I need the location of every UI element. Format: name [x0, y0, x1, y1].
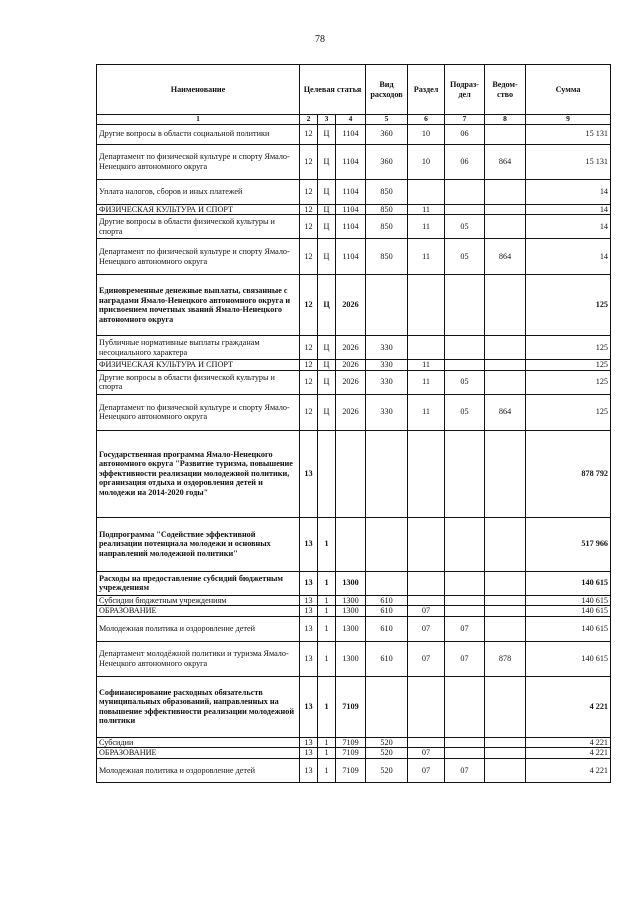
header-subsection: Подраз-дел: [445, 65, 485, 115]
row-target-subprogram: 1: [318, 571, 336, 595]
table-row: [97, 394, 611, 430]
table-row: [97, 676, 611, 737]
row-name: Софинансирование расходных обязательств муниципальных образований, направленных на повышение эффективности реализации молодежной политики: [97, 676, 300, 737]
row-sum: 140 615: [526, 571, 611, 595]
row-target-program: 13: [300, 748, 318, 759]
row-department: [485, 676, 526, 737]
row-expense-type: 610: [366, 616, 408, 641]
table-row: [97, 370, 611, 394]
row-target-subprogram: Ц: [318, 360, 336, 371]
table-row: [97, 360, 611, 371]
row-expense-type: 850: [366, 239, 408, 275]
column-number: 7: [445, 115, 485, 125]
table-row: [97, 606, 611, 617]
table-row: [97, 571, 611, 595]
row-expense-type: [366, 430, 408, 517]
row-subsection: [445, 748, 485, 759]
row-section: 11: [408, 394, 445, 430]
row-target-code: [336, 517, 366, 571]
row-target-code: 1300: [336, 616, 366, 641]
row-department: 864: [485, 394, 526, 430]
budget-table: [96, 64, 611, 783]
row-department: [485, 758, 526, 782]
row-subsection: [445, 517, 485, 571]
row-section: 07: [408, 606, 445, 617]
row-expense-type: 330: [366, 360, 408, 371]
row-section: [408, 336, 445, 360]
row-target-subprogram: 1: [318, 595, 336, 606]
table-row: [97, 336, 611, 360]
row-expense-type: 610: [366, 641, 408, 676]
row-target-program: 13: [300, 430, 318, 517]
table-row: [97, 595, 611, 606]
column-number: 9: [526, 115, 611, 125]
row-target-subprogram: [318, 430, 336, 517]
row-target-subprogram: Ц: [318, 275, 336, 336]
row-target-code: 1104: [336, 239, 366, 275]
row-name: Подпрограмма "Содействие эффективной реализации потенциала молодежи и основных направлений молодежной политики": [97, 517, 300, 571]
row-expense-type: 850: [366, 215, 408, 239]
column-number-row: [97, 115, 611, 125]
header-type: Вид расходов: [366, 65, 408, 115]
row-expense-type: 610: [366, 595, 408, 606]
row-name: Другие вопросы в области физической культуры и спорта: [97, 370, 300, 394]
row-section: 10: [408, 144, 445, 179]
table-row: [97, 737, 611, 748]
row-target-subprogram: Ц: [318, 394, 336, 430]
row-section: 11: [408, 204, 445, 215]
row-sum: 125: [526, 360, 611, 371]
row-expense-type: [366, 571, 408, 595]
row-subsection: [445, 606, 485, 617]
row-target-program: 13: [300, 641, 318, 676]
row-expense-type: 610: [366, 606, 408, 617]
row-sum: 14: [526, 239, 611, 275]
row-target-subprogram: 1: [318, 676, 336, 737]
row-section: 07: [408, 748, 445, 759]
table-row: [97, 275, 611, 336]
row-subsection: [445, 275, 485, 336]
row-sum: 140 615: [526, 616, 611, 641]
row-sum: 4 221: [526, 737, 611, 748]
row-name: Другие вопросы в области физической культуры и спорта: [97, 215, 300, 239]
row-subsection: [445, 336, 485, 360]
row-subsection: [445, 360, 485, 371]
row-target-code: 1300: [336, 571, 366, 595]
row-target-program: 12: [300, 215, 318, 239]
header-row: [97, 65, 611, 115]
row-name: Молодежная политика и оздоровление детей: [97, 758, 300, 782]
row-subsection: [445, 204, 485, 215]
row-expense-type: 520: [366, 758, 408, 782]
row-target-subprogram: 1: [318, 641, 336, 676]
row-target-subprogram: Ц: [318, 204, 336, 215]
row-target-program: 13: [300, 595, 318, 606]
row-target-subprogram: 1: [318, 616, 336, 641]
row-target-subprogram: Ц: [318, 215, 336, 239]
row-name: Субсидии: [97, 737, 300, 748]
header-sum: Сумма: [526, 65, 611, 115]
row-target-subprogram: Ц: [318, 336, 336, 360]
table-row: [97, 616, 611, 641]
row-target-code: 2026: [336, 336, 366, 360]
row-sum: 14: [526, 215, 611, 239]
table-row: [97, 517, 611, 571]
row-target-program: 13: [300, 606, 318, 617]
row-target-code: 7109: [336, 748, 366, 759]
row-sum: 140 615: [526, 595, 611, 606]
row-expense-type: 330: [366, 336, 408, 360]
table-row: [97, 641, 611, 676]
row-subsection: [445, 179, 485, 204]
row-expense-type: [366, 676, 408, 737]
table-row: [97, 179, 611, 204]
row-target-subprogram: Ц: [318, 144, 336, 179]
row-name: ФИЗИЧЕСКАЯ КУЛЬТУРА И СПОРТ: [97, 360, 300, 371]
row-subsection: 07: [445, 616, 485, 641]
row-target-program: 12: [300, 275, 318, 336]
row-name: Расходы на предоставление субсидий бюджетным учреждениям: [97, 571, 300, 595]
row-target-subprogram: Ц: [318, 370, 336, 394]
row-expense-type: 360: [366, 124, 408, 144]
column-number: 5: [366, 115, 408, 125]
row-sum: 4 221: [526, 748, 611, 759]
row-target-code: 2026: [336, 370, 366, 394]
row-expense-type: 520: [366, 737, 408, 748]
row-target-code: 1300: [336, 595, 366, 606]
row-section: [408, 275, 445, 336]
row-department: [485, 571, 526, 595]
row-target-program: 12: [300, 360, 318, 371]
row-target-code: 1104: [336, 124, 366, 144]
row-expense-type: 330: [366, 394, 408, 430]
row-sum: 14: [526, 179, 611, 204]
row-department: [485, 215, 526, 239]
row-target-subprogram: Ц: [318, 124, 336, 144]
row-section: 11: [408, 370, 445, 394]
row-target-program: 12: [300, 204, 318, 215]
row-target-program: 13: [300, 517, 318, 571]
row-name: Департамент по физической культуре и спорту Ямало-Ненецкого автономного округа: [97, 144, 300, 179]
row-target-program: 12: [300, 144, 318, 179]
row-section: [408, 595, 445, 606]
table-row: [97, 215, 611, 239]
row-target-program: 13: [300, 571, 318, 595]
row-expense-type: 360: [366, 144, 408, 179]
row-target-code: 1104: [336, 215, 366, 239]
row-target-code: 7109: [336, 758, 366, 782]
row-expense-type: 330: [366, 370, 408, 394]
row-name: Департамент молодёжной политики и туризма Ямало-Ненецкого автономного округа: [97, 641, 300, 676]
row-sum: 878 792: [526, 430, 611, 517]
row-name: Департамент по физической культуре и спорту Ямало-Ненецкого автономного округа: [97, 239, 300, 275]
row-department: [485, 179, 526, 204]
row-name: ОБРАЗОВАНИЕ: [97, 606, 300, 617]
row-section: [408, 430, 445, 517]
row-department: 878: [485, 641, 526, 676]
table-row: [97, 430, 611, 517]
row-name: ФИЗИЧЕСКАЯ КУЛЬТУРА И СПОРТ: [97, 204, 300, 215]
row-expense-type: 850: [366, 204, 408, 215]
table-row: [97, 204, 611, 215]
row-department: [485, 430, 526, 517]
row-department: [485, 204, 526, 215]
column-number: 6: [408, 115, 445, 125]
row-name: Субсидии бюджетным учреждениям: [97, 595, 300, 606]
table-row: [97, 748, 611, 759]
row-expense-type: [366, 517, 408, 571]
row-department: [485, 517, 526, 571]
column-number: 8: [485, 115, 526, 125]
row-target-code: 1104: [336, 179, 366, 204]
table-row: [97, 758, 611, 782]
row-name: Единовременные денежные выплаты, связанные с наградами Ямало-Ненецкого автономного округа и присвоением почетных званий Ямало-Ненецкого автономного округа: [97, 275, 300, 336]
row-name: Публичные нормативные выплаты гражданам несоциального характера: [97, 336, 300, 360]
row-department: 864: [485, 239, 526, 275]
row-target-program: 13: [300, 676, 318, 737]
row-name: Государственная программа Ямало-Ненецкого автономного округа "Развитие туризма, повышение эффективности реализации молодежной политики, организация отдыха и оздоровления детей и молодежи на 2014-2020 годы": [97, 430, 300, 517]
row-department: [485, 595, 526, 606]
row-target-subprogram: 1: [318, 737, 336, 748]
row-target-subprogram: 1: [318, 517, 336, 571]
row-subsection: 05: [445, 370, 485, 394]
column-number: 2: [300, 115, 318, 125]
row-department: 864: [485, 144, 526, 179]
row-name: ОБРАЗОВАНИЕ: [97, 748, 300, 759]
row-section: 07: [408, 758, 445, 782]
row-target-subprogram: 1: [318, 606, 336, 617]
column-number: 1: [97, 115, 300, 125]
row-target-code: 1300: [336, 641, 366, 676]
row-expense-type: [366, 275, 408, 336]
row-name: Другие вопросы в области социальной политики: [97, 124, 300, 144]
row-sum: 140 615: [526, 606, 611, 617]
row-subsection: 06: [445, 144, 485, 179]
row-section: 11: [408, 215, 445, 239]
row-target-code: 1104: [336, 204, 366, 215]
row-target-code: 2026: [336, 360, 366, 371]
row-name: Молодежная политика и оздоровление детей: [97, 616, 300, 641]
row-sum: 125: [526, 394, 611, 430]
row-sum: 14: [526, 204, 611, 215]
row-section: 10: [408, 124, 445, 144]
row-target-program: 12: [300, 370, 318, 394]
column-number: 3: [318, 115, 336, 125]
header-department: Ведом-ство: [485, 65, 526, 115]
table-body: [97, 124, 611, 782]
column-number: 4: [336, 115, 366, 125]
row-department: [485, 616, 526, 641]
row-name: Уплата налогов, сборов и иных платежей: [97, 179, 300, 204]
row-section: [408, 737, 445, 748]
row-sum: 125: [526, 275, 611, 336]
row-section: 07: [408, 616, 445, 641]
row-target-subprogram: Ц: [318, 179, 336, 204]
row-department: [485, 124, 526, 144]
row-section: [408, 676, 445, 737]
row-department: [485, 606, 526, 617]
row-target-program: 12: [300, 124, 318, 144]
row-section: 11: [408, 239, 445, 275]
row-subsection: 05: [445, 394, 485, 430]
header-section: Раздел: [408, 65, 445, 115]
row-department: [485, 370, 526, 394]
row-section: [408, 571, 445, 595]
row-target-code: 7109: [336, 737, 366, 748]
row-sum: 125: [526, 370, 611, 394]
row-sum: 140 615: [526, 641, 611, 676]
row-subsection: 05: [445, 215, 485, 239]
row-sum: 4 221: [526, 758, 611, 782]
table-row: [97, 144, 611, 179]
row-section: 11: [408, 360, 445, 371]
row-sum: 15 131: [526, 144, 611, 179]
row-target-program: 12: [300, 179, 318, 204]
row-target-program: 13: [300, 758, 318, 782]
row-sum: 4 221: [526, 676, 611, 737]
row-subsection: 07: [445, 641, 485, 676]
row-target-code: [336, 430, 366, 517]
row-expense-type: 850: [366, 179, 408, 204]
row-subsection: [445, 571, 485, 595]
row-target-subprogram: 1: [318, 748, 336, 759]
row-target-subprogram: 1: [318, 758, 336, 782]
row-department: [485, 737, 526, 748]
row-section: 07: [408, 641, 445, 676]
row-target-program: 13: [300, 616, 318, 641]
row-target-code: 2026: [336, 394, 366, 430]
header-name: Наименование: [97, 65, 300, 115]
row-target-code: 1300: [336, 606, 366, 617]
row-target-subprogram: Ц: [318, 239, 336, 275]
row-sum: 517 966: [526, 517, 611, 571]
header-target: Целевая статья: [300, 65, 366, 115]
row-target-program: 13: [300, 737, 318, 748]
row-department: [485, 360, 526, 371]
row-subsection: [445, 595, 485, 606]
row-target-code: 2026: [336, 275, 366, 336]
row-department: [485, 336, 526, 360]
row-subsection: [445, 430, 485, 517]
row-subsection: [445, 737, 485, 748]
row-section: [408, 517, 445, 571]
row-department: [485, 275, 526, 336]
row-target-code: 7109: [336, 676, 366, 737]
row-target-code: 1104: [336, 144, 366, 179]
row-subsection: 05: [445, 239, 485, 275]
row-section: [408, 179, 445, 204]
row-sum: 15 131: [526, 124, 611, 144]
row-subsection: 07: [445, 758, 485, 782]
row-expense-type: 520: [366, 748, 408, 759]
page-number: 78: [315, 34, 325, 45]
table-row: [97, 124, 611, 144]
row-name: Департамент по физической культуре и спорту Ямало-Ненецкого автономного округа: [97, 394, 300, 430]
row-sum: 125: [526, 336, 611, 360]
row-target-program: 12: [300, 336, 318, 360]
row-department: [485, 748, 526, 759]
table-row: [97, 239, 611, 275]
row-target-program: 12: [300, 394, 318, 430]
row-subsection: 06: [445, 124, 485, 144]
row-subsection: [445, 676, 485, 737]
row-target-program: 12: [300, 239, 318, 275]
